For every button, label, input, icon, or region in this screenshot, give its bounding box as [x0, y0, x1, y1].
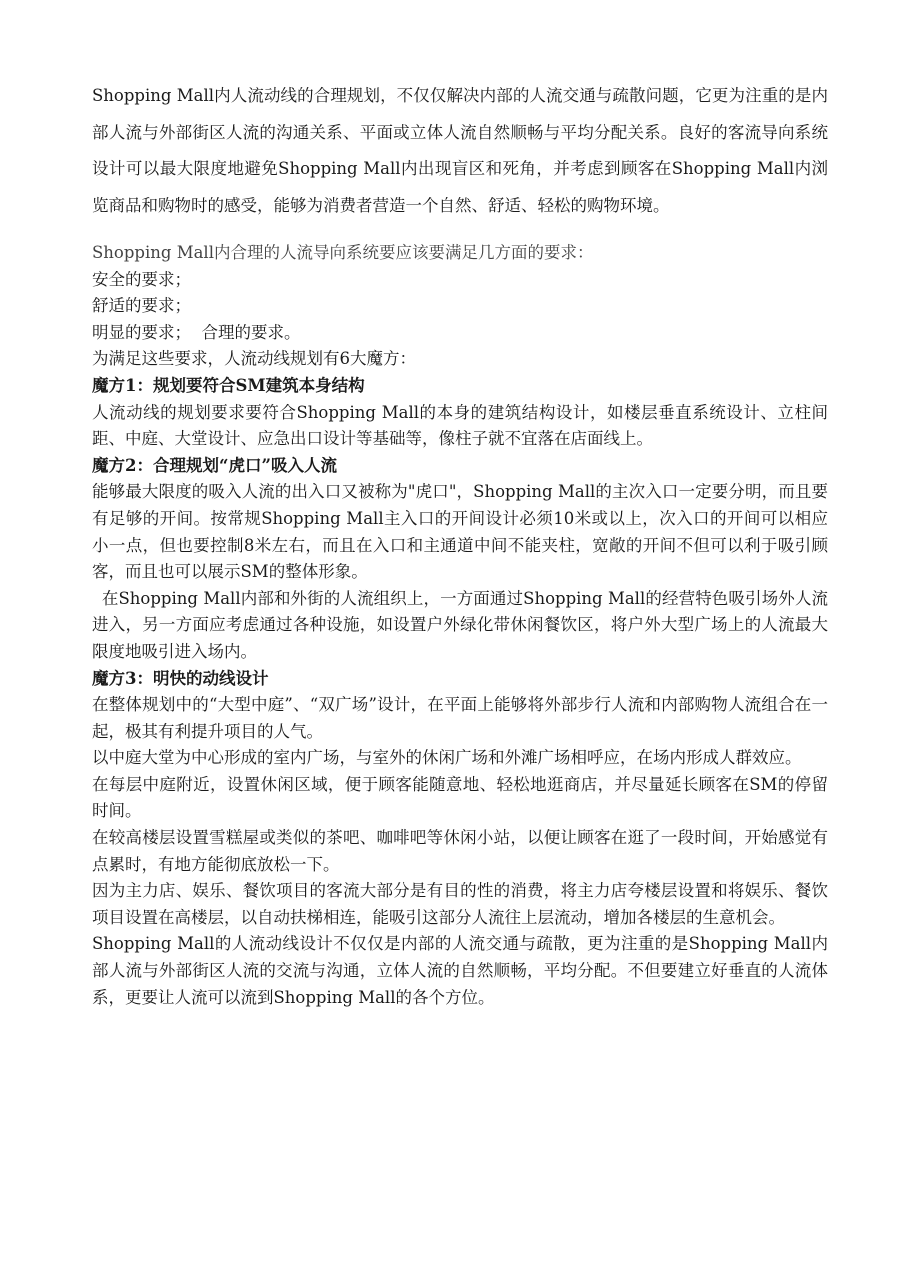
section-heading-1: 魔方1：规划要符合SM建筑本身结构 — [92, 375, 365, 395]
section-paragraph: 能够最大限度的吸入人流的出入口又被称为"虎口"，Shopping Mall的主次入口一定要分明，而且要有足够的开间。按常规Shopping Mall主入口的开间设计必须10米或以上，次入口的开间可以相应小一点，但也要控制8米左右，而且在入口和主通道中间不能夹柱，宽敞的开间不但可以利于吸引顾客，而且也可以展示SM的整体形象。 — [92, 482, 828, 582]
requirements-summary: 为满足这些要求，人流动线规划有6大魔方： — [92, 349, 416, 369]
requirement-item: 安全的要求； — [92, 269, 191, 289]
requirement-item: 舒适的要求； — [92, 296, 191, 316]
section-paragraph: 在每层中庭附近，设置休闲区域，便于顾客能随意地、轻松地逛商店，并尽量延长顾客在SM的停留时间。 — [92, 774, 828, 821]
section-paragraph: 以中庭大堂为中心形成的室内广场，与室外的休闲广场和外滩广场相呼应，在场内形成人群效应。 — [92, 748, 802, 768]
section-heading-2: 魔方2：合理规划“虎口”吸入人流 — [92, 455, 337, 475]
requirements-lead: Shopping Mall内合理的人流导向系统要应该要满足几方面的要求： — [92, 243, 594, 262]
document-page — [92, 78, 828, 1011]
section-heading-3: 魔方3：明快的动线设计 — [92, 668, 269, 688]
section-paragraph: 在Shopping Mall内部和外街的人流组织上，一方面通过Shopping Mall的经营特色吸引场外人流进入，另一方面应考虑通过各种设施，如设置户外绿化带休闲餐饮区，将户外大型广场上的人流最大限度地吸引进入场内。 — [92, 588, 828, 661]
section-paragraph: Shopping Mall的人流动线设计不仅仅是内部的人流交通与疏散，更为注重的是Shopping Mall内部人流与外部街区人流的交流与沟通，立体人流的自然顺畅，平均分配。不但要建立好垂直的人流体系，更要让人流可以流到Shopping Mall的各个方位。 — [92, 934, 828, 1007]
intro-paragraph: Shopping Mall内人流动线的合理规划，不仅仅解决内部的人流交通与疏散问题，它更为注重的是内部人流与外部街区人流的沟通关系、平面或立体人流自然顺畅与平均分配关系。良好的客流导向系统设计可以最大限度地避免Shopping Mall内出现盲区和死角，并考虑到顾客在Shopping Mall内浏览商品和购物时的感受，能够为消费者营造一个自然、舒适、轻松的购物环境。 — [92, 86, 828, 215]
section-paragraph: 在整体规划中的“大型中庭”、“双广场”设计，在平面上能够将外部步行人流和内部购物人流组合在一起，极其有利提升项目的人气。 — [92, 695, 828, 741]
section-paragraph: 在较高楼层设置雪糕屋或类似的茶吧、咖啡吧等休闲小站，以便让顾客在逛了一段时间，开始感觉有点累时，有地方能彻底放松一下。 — [92, 828, 828, 874]
section-paragraph: 人流动线的规划要求要符合Shopping Mall的本身的建筑结构设计，如楼层垂直系统设计、立柱间距、中庭、大堂设计、应急出口设计等基础等，像柱子就不宜落在店面线上。 — [92, 402, 828, 449]
requirement-item: 明显的要求； 合理的要求。 — [92, 322, 301, 342]
document-body — [92, 240, 828, 1011]
section-paragraph: 因为主力店、娱乐、餐饮项目的客流大部分是有目的性的消费，将主力店夸楼层设置和将娱乐、餐饮项目设置在高楼层，以自动扶梯相连，能吸引这部分人流往上层流动，增加各楼层的生意机会。 — [92, 881, 828, 927]
